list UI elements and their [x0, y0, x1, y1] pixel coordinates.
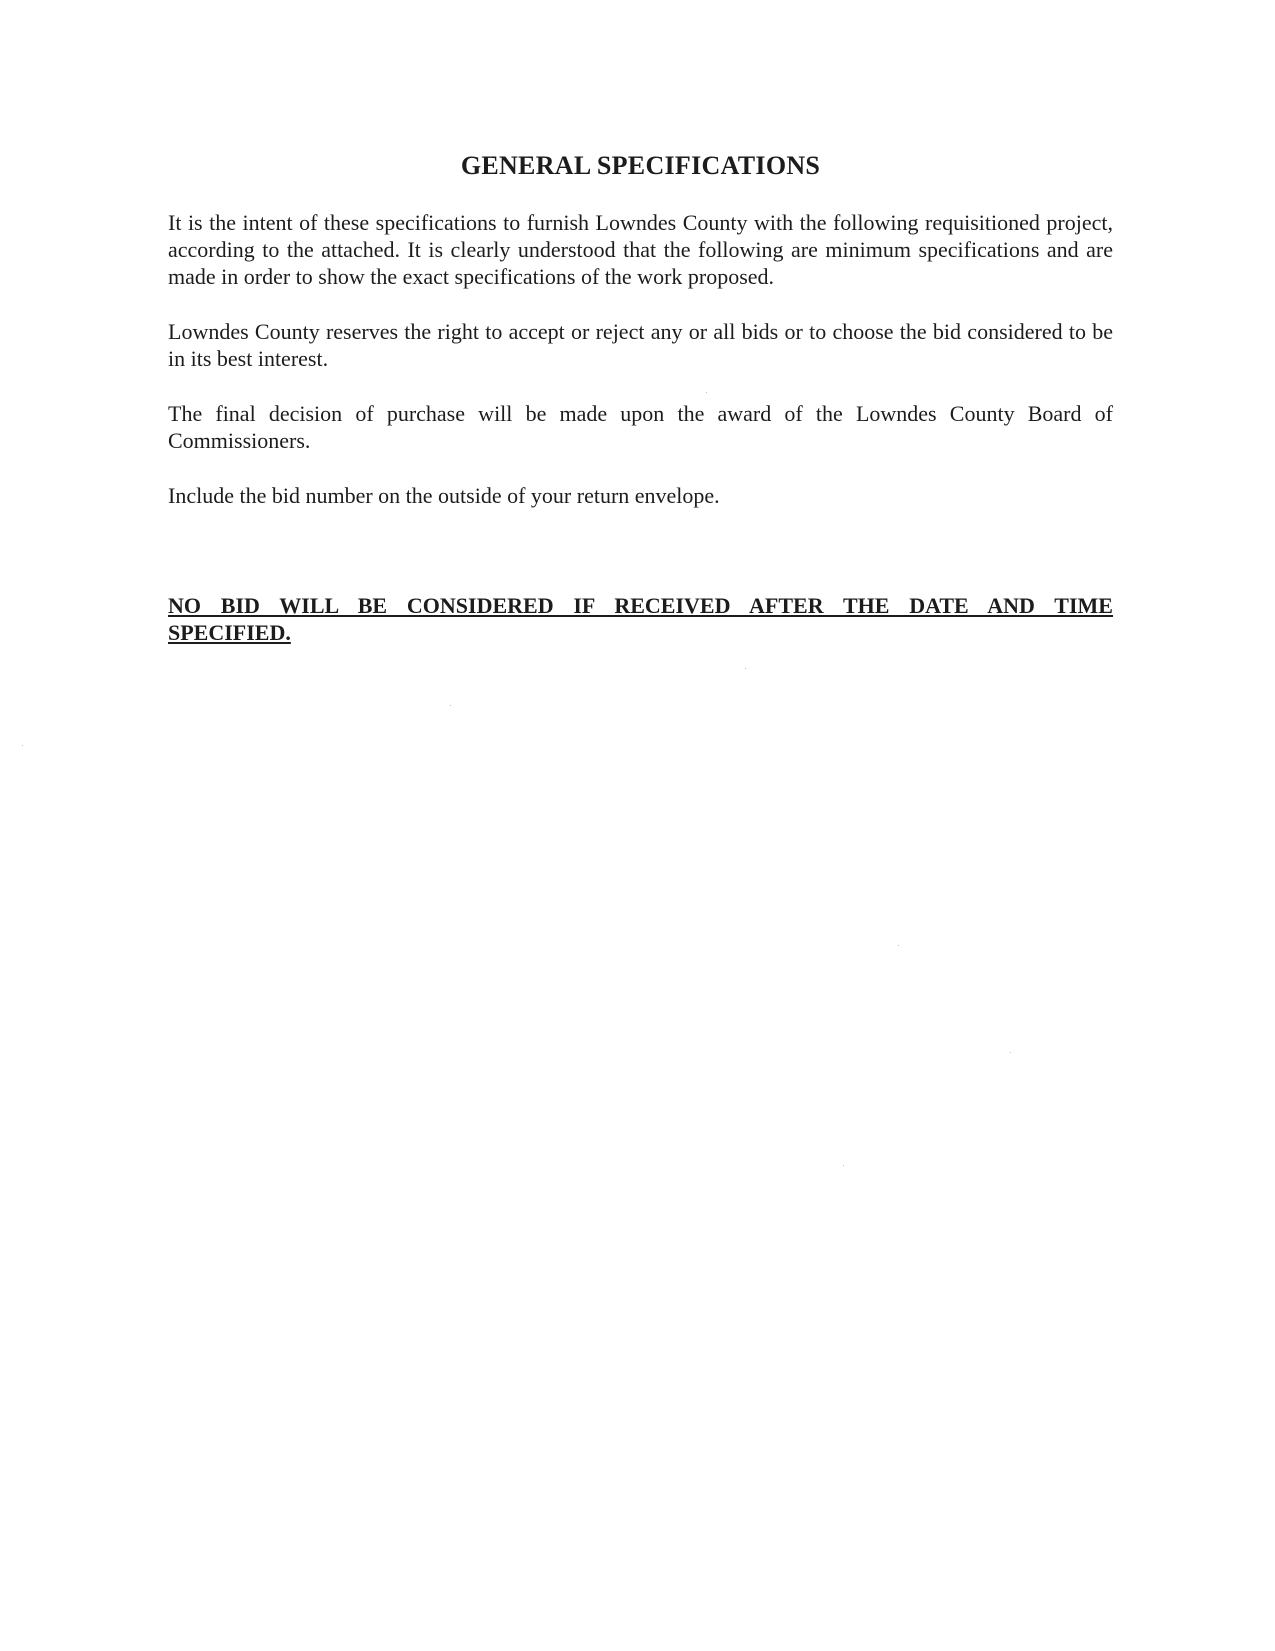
scan-speck	[898, 945, 899, 946]
page-title: GENERAL SPECIFICATIONS	[460, 151, 821, 180]
decision-paragraph: The final decision of purchase will be made upon the award of the Lowndes County Board of Commissioners.	[168, 401, 1113, 454]
scan-speck	[1010, 1052, 1011, 1053]
scan-speck	[450, 705, 451, 706]
document-body	[168, 150, 1113, 509]
intent-paragraph: It is the intent of these specifications to furnish Lowndes County with the following requisitioned project, according to the attached. It is clearly understood that the following are minimum specifications and are made in order to show the exact specifications of the work proposed.	[168, 210, 1113, 290]
scan-speck	[22, 745, 23, 746]
scan-speck	[706, 392, 707, 393]
envelope-paragraph: Include the bid number on the outside of your return envelope.	[168, 483, 720, 509]
scan-speck	[745, 668, 746, 669]
deadline-notice: NO BID WILL BE CONSIDERED IF RECEIVED AFTER THE DATE AND TIME SPECIFIED.	[168, 593, 1113, 645]
rights-paragraph: Lowndes County reserves the right to accept or reject any or all bids or to choose the bid considered to be in its best interest.	[168, 319, 1113, 372]
scan-speck	[843, 1165, 844, 1166]
